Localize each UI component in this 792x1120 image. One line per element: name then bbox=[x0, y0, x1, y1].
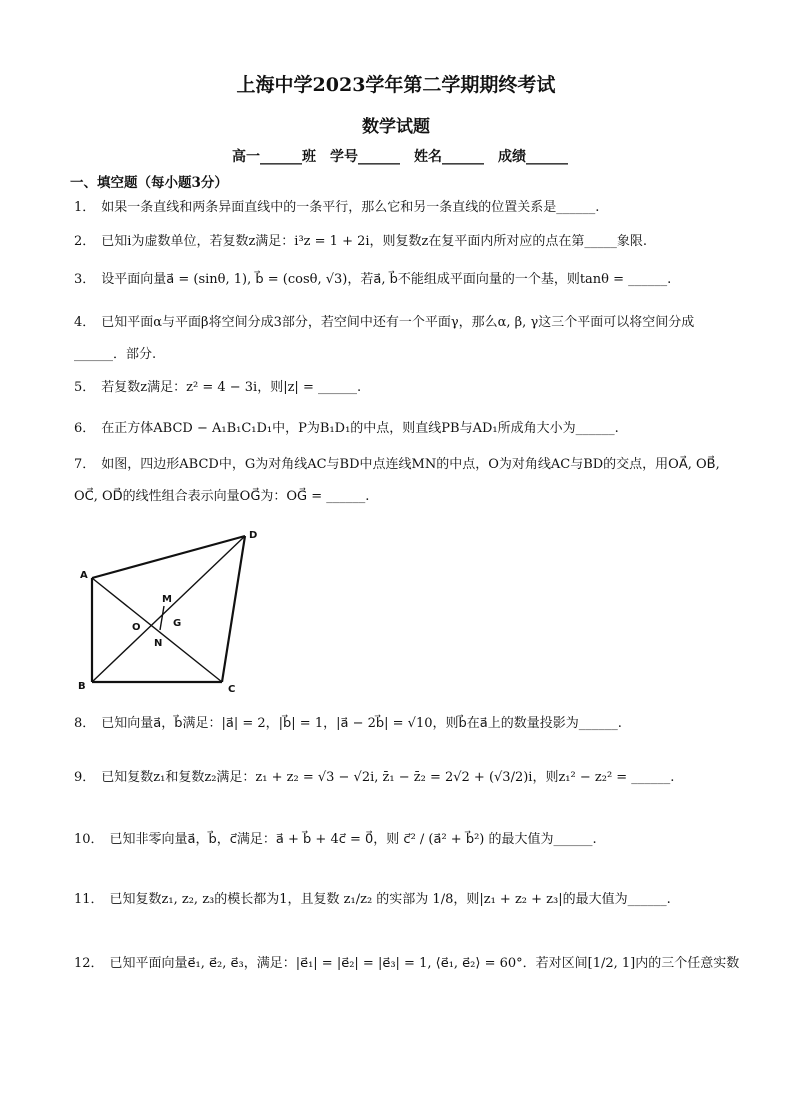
question-number: 4． bbox=[74, 315, 96, 330]
student-info-line: 高一______班 学号______ 姓名______ 成绩______ bbox=[232, 149, 568, 165]
section-heading: 一、填空题（每小题3分） bbox=[70, 175, 228, 191]
question-5 bbox=[74, 378, 361, 398]
question-text: 已知复数z₁和复数z₂满足：z₁ + z₂ = √3 − √2i, z̄₁ − z̄₂ = 2√2 + (√3/2)i，则z₁² − z₂² = ______. bbox=[101, 770, 675, 785]
question-text: 若复数z满足：z² = 4 − 3i，则|z| = ______. bbox=[101, 380, 362, 395]
label-c: C bbox=[228, 684, 236, 695]
question-number: 10． bbox=[74, 832, 104, 847]
label-m: M bbox=[162, 594, 172, 605]
question-3 bbox=[74, 270, 671, 290]
exam-subtitle: 数学试题 bbox=[362, 117, 430, 137]
question-number: 1． bbox=[74, 200, 96, 215]
question-12 bbox=[74, 954, 739, 974]
question-text: 已知非零向量a⃗，b⃗，c⃗满足：a⃗ + b⃗ + 4c⃗ = 0⃗，则 c⃗² / (a⃗² + b⃗²) 的最大值为______. bbox=[109, 832, 597, 847]
segment-mn bbox=[160, 606, 164, 630]
question-number: 3． bbox=[74, 272, 96, 287]
label-n: N bbox=[154, 638, 163, 649]
question-11 bbox=[74, 890, 671, 910]
label-o: O bbox=[132, 622, 141, 633]
question-text: 已知i为虚数单位，若复数z满足：i³z = 1 + 2i，则复数z在复平面内所对应的点在第_____象限. bbox=[101, 234, 648, 249]
question-9 bbox=[74, 768, 674, 788]
question-8 bbox=[74, 714, 622, 734]
question-text: 如果一条直线和两条异面直线中的一条平行，那么它和另一条直线的位置关系是______. bbox=[101, 200, 600, 215]
question-number: 7． bbox=[74, 457, 96, 472]
question-number: 6． bbox=[74, 421, 96, 436]
quadrilateral-figure bbox=[70, 522, 270, 697]
question-1 bbox=[74, 198, 599, 218]
question-text: 已知平面α与平面β将空间分成3部分，若空间中还有一个平面γ，那么α, β, γ这三个平面可以将空间分成______．部分. bbox=[74, 315, 695, 362]
question-number: 11． bbox=[74, 892, 104, 907]
question-number: 2． bbox=[74, 234, 96, 249]
question-text: 设平面向量a⃗ = (sinθ, 1), b⃗ = (cosθ, √3)，若a⃗, b⃗不能组成平面向量的一个基，则tanθ = ______. bbox=[101, 272, 672, 287]
label-g: G bbox=[173, 618, 182, 629]
question-text: 已知平面向量e⃗₁, e⃗₂, e⃗₃，满足：|e⃗₁| = |e⃗₂| = |e⃗₃| = 1, ⟨e⃗₁, e⃗₂⟩ = 60°．若对区间[1/2, 1]内的三个任意实数 bbox=[109, 956, 740, 971]
exam-title: 上海中学2023学年第二学期期终考试 bbox=[236, 74, 556, 96]
question-number: 9． bbox=[74, 770, 96, 785]
question-7 bbox=[74, 449, 724, 513]
question-text: 已知复数z₁, z₂, z₃的模长都为1，且复数 z₁/z₂ 的实部为 1/8，则|z₁ + z₂ + z₃|的最大值为______. bbox=[109, 892, 671, 907]
question-number: 5． bbox=[74, 380, 96, 395]
question-10 bbox=[74, 830, 597, 850]
question-2 bbox=[74, 232, 647, 252]
question-text: 如图，四边形ABCD中，G为对角线AC与BD中点连线MN的中点，O为对角线AC与BD的交点，用OA⃗, OB⃗, OC⃗, OD⃗的线性组合表示向量OG⃗为：OG⃗ = ______. bbox=[74, 457, 720, 504]
label-b: B bbox=[78, 681, 86, 692]
label-d: D bbox=[249, 530, 258, 541]
question-6 bbox=[74, 419, 619, 439]
question-text: 在正方体ABCD − A₁B₁C₁D₁中，P为B₁D₁的中点，则直线PB与AD₁所成角大小为______. bbox=[101, 421, 619, 436]
question-number: 12． bbox=[74, 956, 104, 971]
label-a: A bbox=[80, 570, 88, 581]
diagonal-ac bbox=[92, 578, 222, 682]
edge-dc bbox=[222, 536, 245, 682]
question-number: 8． bbox=[74, 716, 96, 731]
question-4 bbox=[74, 307, 724, 371]
question-text: 已知向量a⃗，b⃗满足：|a⃗| = 2，|b⃗| = 1，|a⃗ − 2b⃗| = √10，则b⃗在a⃗上的数量投影为______. bbox=[101, 716, 622, 731]
